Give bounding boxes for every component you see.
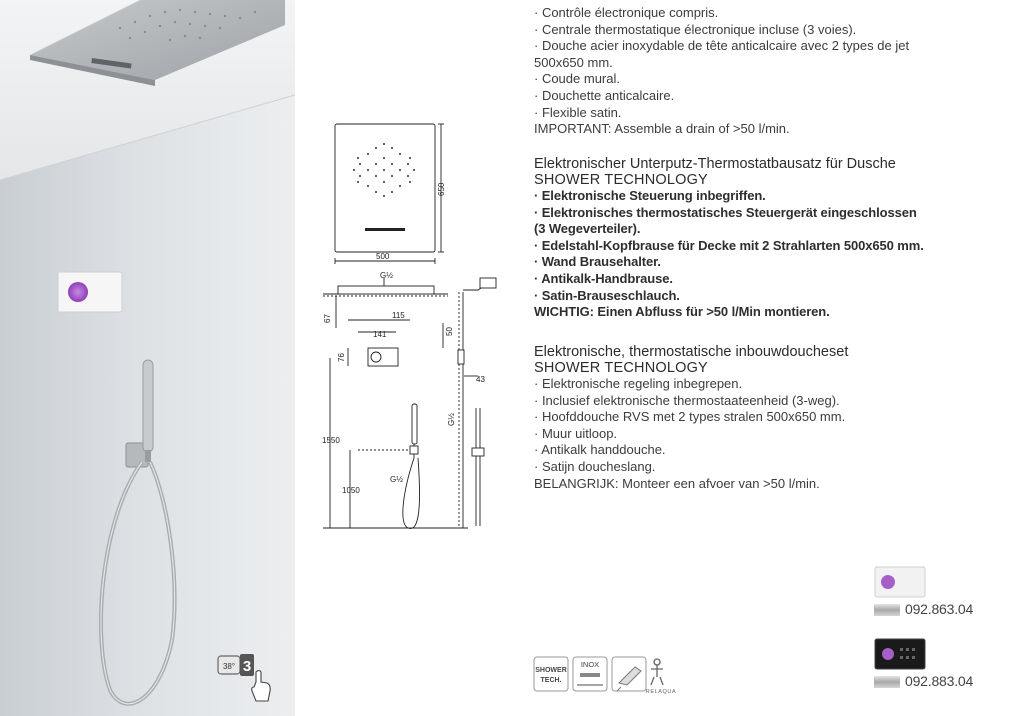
fr-line: · Douche acier inoxydable de tête anticalcaire avec 2 types de jet	[534, 38, 910, 54]
dim-height-total: 1550	[322, 436, 340, 445]
dim-control-width: 141	[373, 330, 387, 339]
pictogram-count: 3	[242, 658, 252, 675]
dim-depth-head: 67	[323, 314, 332, 323]
nl-subheading: SHOWER TECHNOLOGY	[534, 359, 708, 376]
nl-line: · Inclusief elektronische thermostaateenheid (3-weg).	[534, 392, 840, 408]
badge-inox-label: INOX	[580, 660, 600, 669]
french-description	[534, 5, 1004, 138]
de-line: · Elektronische Steuerung inbegriffen.	[534, 188, 766, 203]
de-line: · Antikalk-Handbrause.	[534, 270, 673, 286]
de-heading: Elektronischer Unterputz-Thermostatbausatz für Dusche	[534, 156, 896, 172]
inox-badge	[573, 657, 607, 691]
head-side-view	[338, 286, 434, 294]
feature-badges	[533, 655, 693, 695]
white-control-thumbnail	[874, 564, 926, 600]
product-photo	[0, 0, 295, 716]
dim-control-offset: 115	[392, 311, 405, 320]
fr-line: · Coude mural.	[534, 71, 620, 87]
de-line: · Elektronisches thermostatisches Steuergerät eingeschlossen	[534, 204, 917, 220]
nl-heading: Elektronische, thermostatische inbouwdoucheset	[534, 344, 849, 360]
german-description	[534, 157, 1004, 321]
badge-shower-line1: SHOWER	[535, 667, 567, 674]
fr-line: · Flexible satin.	[534, 104, 622, 120]
badge-relaqua-label: RELAQUA	[645, 689, 677, 695]
dim-height-outlet: 1050	[342, 486, 360, 495]
anti-lime-badge	[612, 657, 646, 691]
waterfall-outlet	[365, 228, 405, 231]
head-top-view	[335, 124, 435, 252]
fr-line: · Centrale thermostatique électronique incluse (3 voies).	[534, 21, 857, 37]
thermostat-pictogram	[216, 652, 276, 704]
black-control-thumbnail	[874, 636, 926, 672]
de-important: WICHTIG: Einen Abfluss für >50 l/Min montieren.	[534, 304, 830, 320]
thumb-button	[882, 648, 894, 660]
badge-shower-line2: TECH.	[540, 677, 562, 684]
nl-important: BELANGRIJK: Monteer een afvoer van >50 l/min.	[534, 475, 820, 491]
dim-thread-outlet: G½	[390, 475, 403, 484]
dim-side-clearance: 50	[445, 327, 454, 336]
variant-white[interactable]	[874, 564, 974, 617]
nl-line: · Antikalk handdouche.	[534, 442, 666, 458]
pictogram-temperature: 38°	[222, 662, 236, 671]
thumb-button	[881, 575, 895, 589]
dim-thread-side: G½	[447, 413, 456, 426]
de-subheading: SHOWER TECHNOLOGY	[534, 171, 708, 188]
variant-black[interactable]	[874, 636, 974, 689]
dutch-description	[534, 345, 1004, 492]
chrome-finish-swatch	[874, 676, 900, 688]
de-line: · Wand Brausehalter.	[534, 254, 661, 270]
technical-drawing	[318, 118, 518, 538]
dim-head-width: 500	[376, 252, 390, 261]
nl-line: · Muur uitloop.	[534, 425, 618, 441]
variant-code: 092.883.04	[905, 673, 974, 689]
chrome-finish-swatch	[874, 604, 900, 616]
nl-line: · Satijn doucheslang.	[534, 458, 656, 474]
relaqua-person-icon	[651, 659, 663, 685]
hand-press-icon	[216, 652, 276, 704]
de-line: (3 Wegeverteiler).	[534, 221, 641, 237]
variant-code: 092.863.04	[905, 601, 974, 617]
fr-line: · Douchette anticalcaire.	[534, 87, 675, 103]
shower-photo-graphic	[0, 0, 295, 716]
shower-head-icon	[580, 673, 600, 677]
fr-important: IMPORTANT: Assemble a drain of >50 l/min.	[534, 121, 790, 137]
fr-line: 500x650 mm.	[534, 54, 613, 70]
dim-side-depth: 43	[476, 375, 485, 384]
fr-line: · Contrôle électronique compris.	[534, 5, 719, 20]
shower-tech-badge	[534, 657, 568, 691]
dim-control-height: 76	[337, 353, 346, 362]
nl-line: · Hoofddouche RVS met 2 types stralen 500x650 mm.	[534, 409, 846, 425]
de-line: · Edelstahl-Kopfbrause für Decke mit 2 Strahlarten 500x650 mm.	[534, 237, 924, 253]
nl-line: · Elektronische regeling inbegrepen.	[534, 376, 743, 391]
dim-thread-top: G½	[380, 271, 393, 280]
relaqua-badge	[646, 659, 677, 695]
dim-head-height: 650	[437, 182, 446, 196]
de-line: · Satin-Brauseschlauch.	[534, 287, 680, 303]
